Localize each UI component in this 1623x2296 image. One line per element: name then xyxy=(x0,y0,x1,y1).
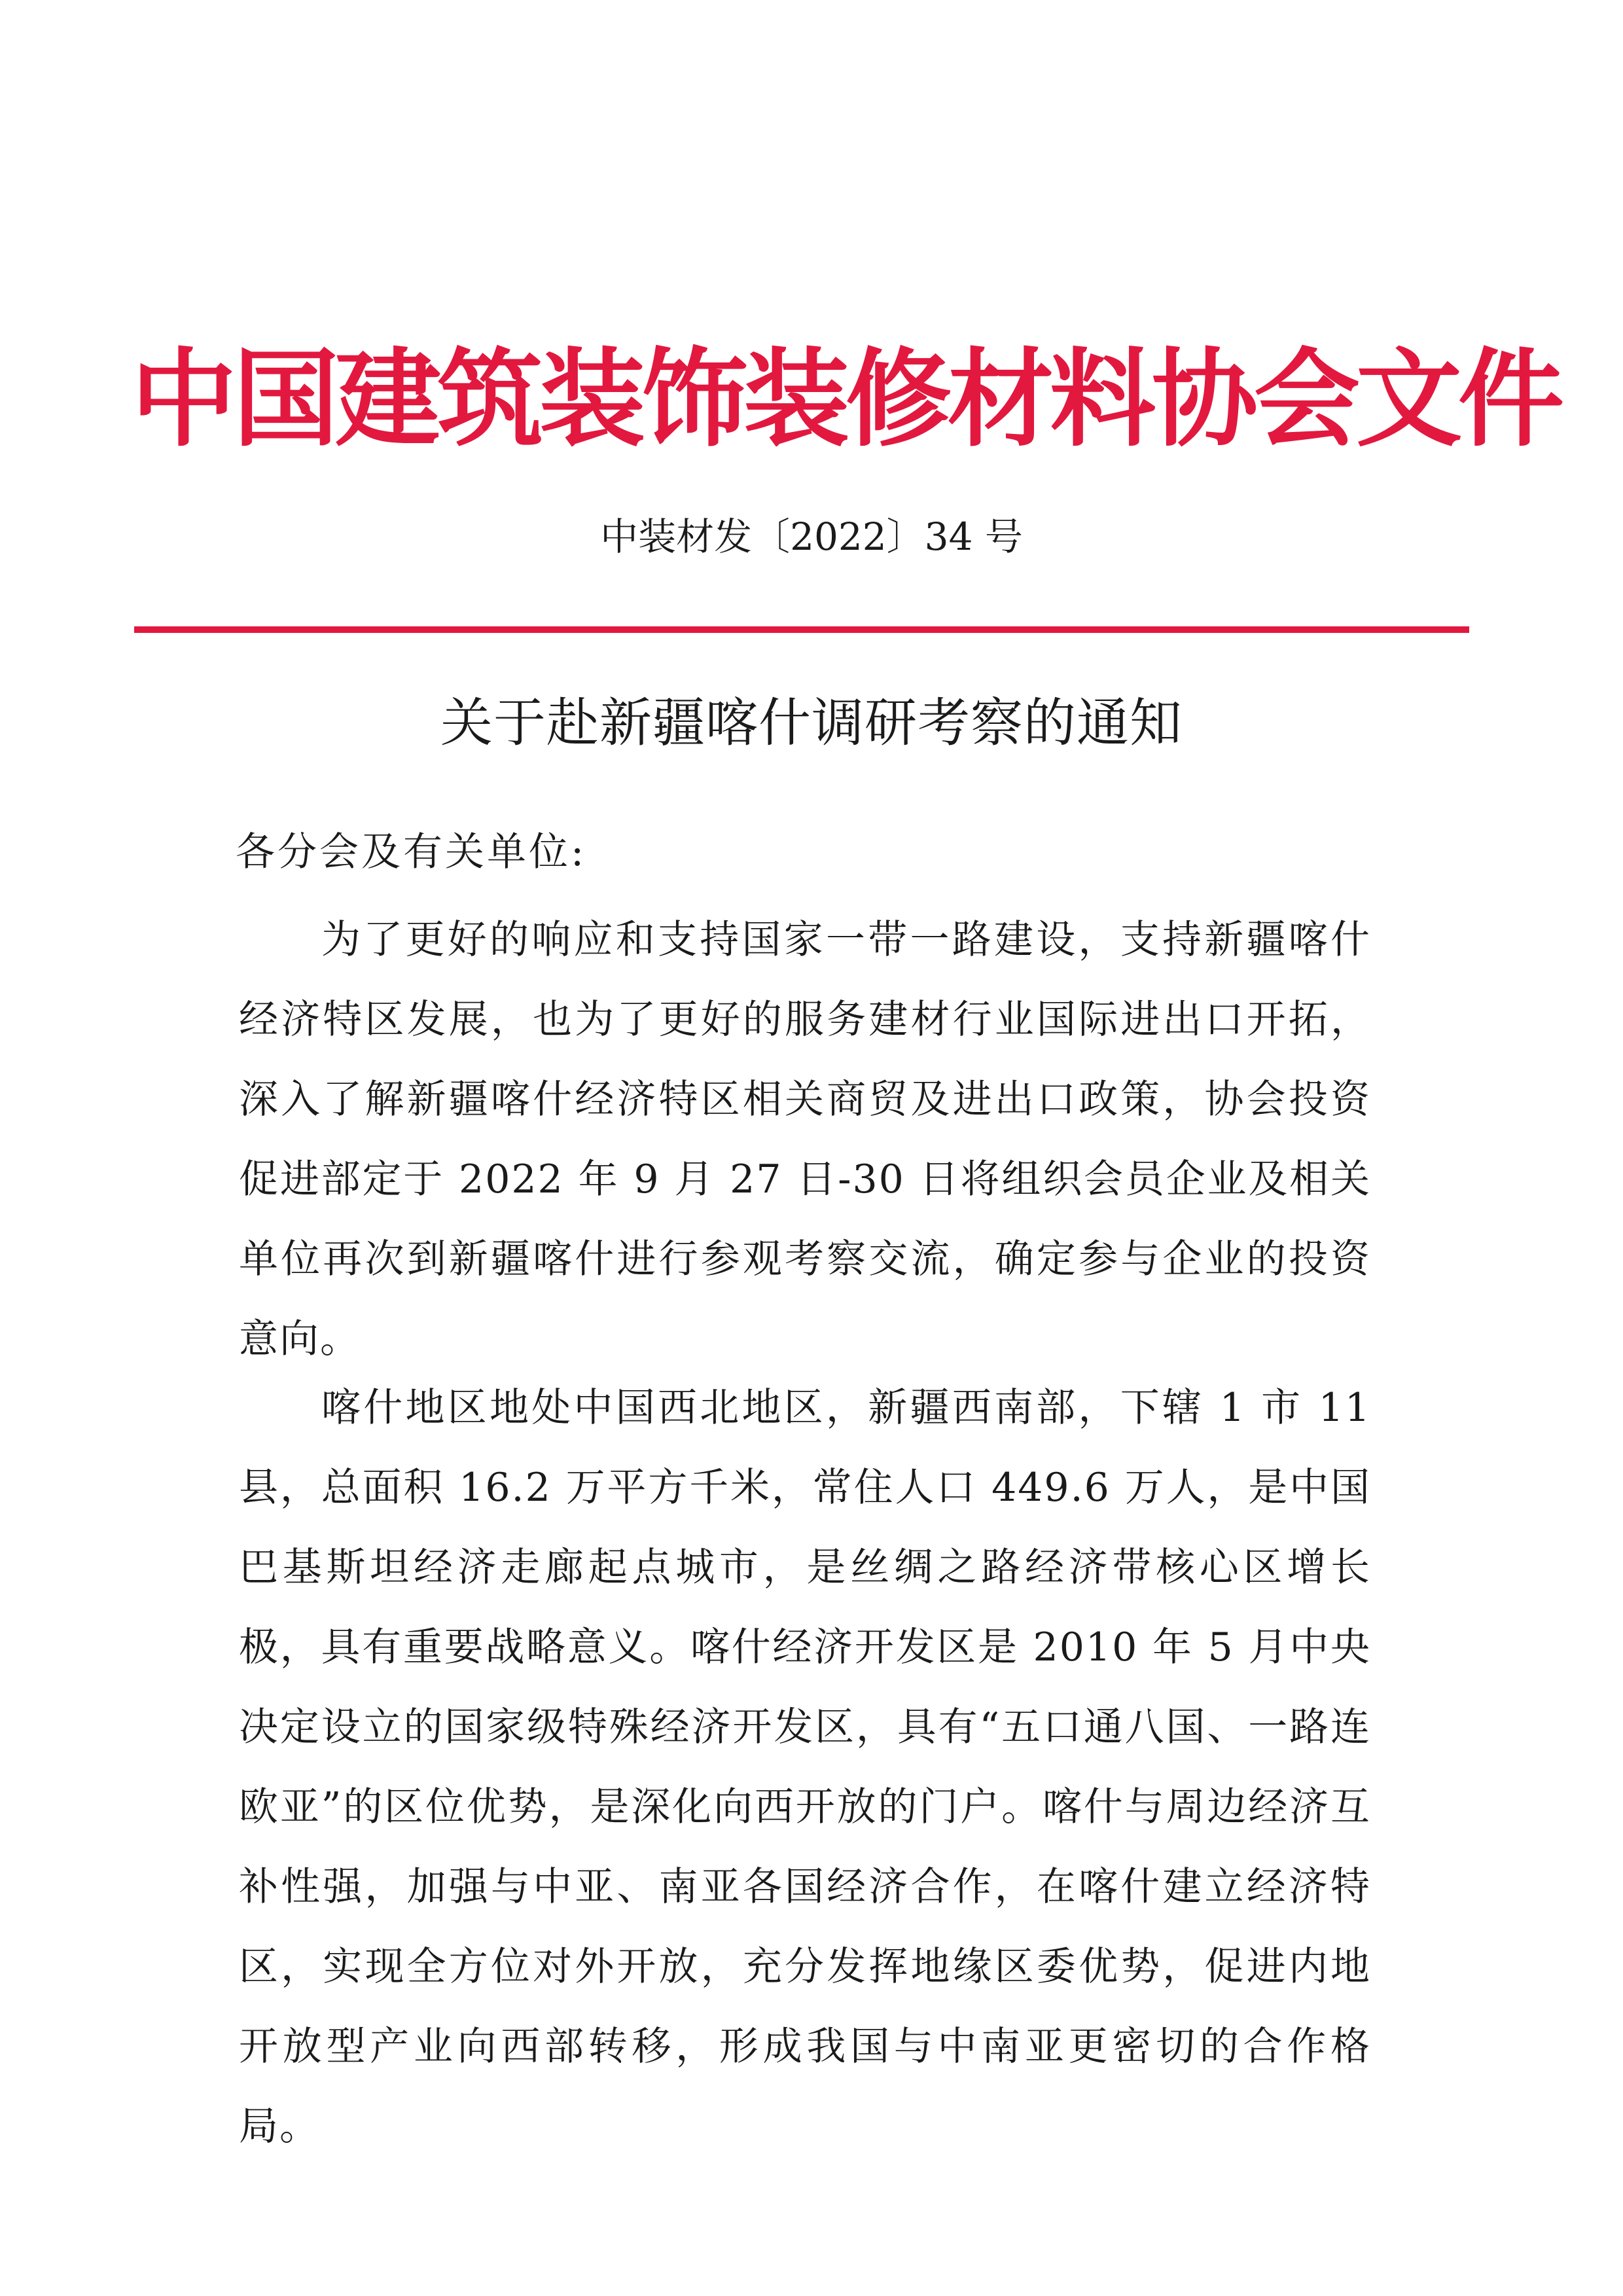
document-header-title: 中国建筑装饰装修材料协会文件 xyxy=(131,337,1560,461)
notice-title: 关于赴新疆喀什调研考察的通知 xyxy=(440,692,1183,753)
document-number: 中装材发〔2022〕34 号 xyxy=(600,514,1023,559)
salutation: 各分会及有关单位: xyxy=(236,829,587,875)
body-paragraph: 喀什地区地处中国西北地区，新疆西南部，下辖 1 市 11 县，总面积 16.2 万平方千米，常住人口 449.6 万人，是中国巴基斯坦经济走廊起点城市，是丝绸之路经济带核心区增长极，具有重要战略意义。喀什经济开发区是 2010 年 5 月中央决定设立的国家级特殊经济开发区，具有“五口通八国、一路连欧亚”的区位优势，是深化向西开放的门户。喀什与周边经济互补性强，加强与中亚、南亚各国经济合作，在喀什建立经济特区，实现全方位对外开放，充分发挥地缘区委优势，促进内地开放型产业向西部转移，形成我国与中南亚更密切的合作格局。 xyxy=(239,1385,1371,2149)
header-divider xyxy=(134,626,1469,633)
body-paragraph: 为了更好的响应和支持国家一带一路建设，支持新疆喀什经济特区发展，也为了更好的服务建材行业国际进出口开拓，深入了解新疆喀什经济特区相关商贸及进出口政策，协会投资促进部定于 2022 年 9 月 27 日-30 日将组织会员企业及相关单位再次到新疆喀什进行参观考察交流，确定参与企业的投资意向。 xyxy=(239,917,1371,1362)
